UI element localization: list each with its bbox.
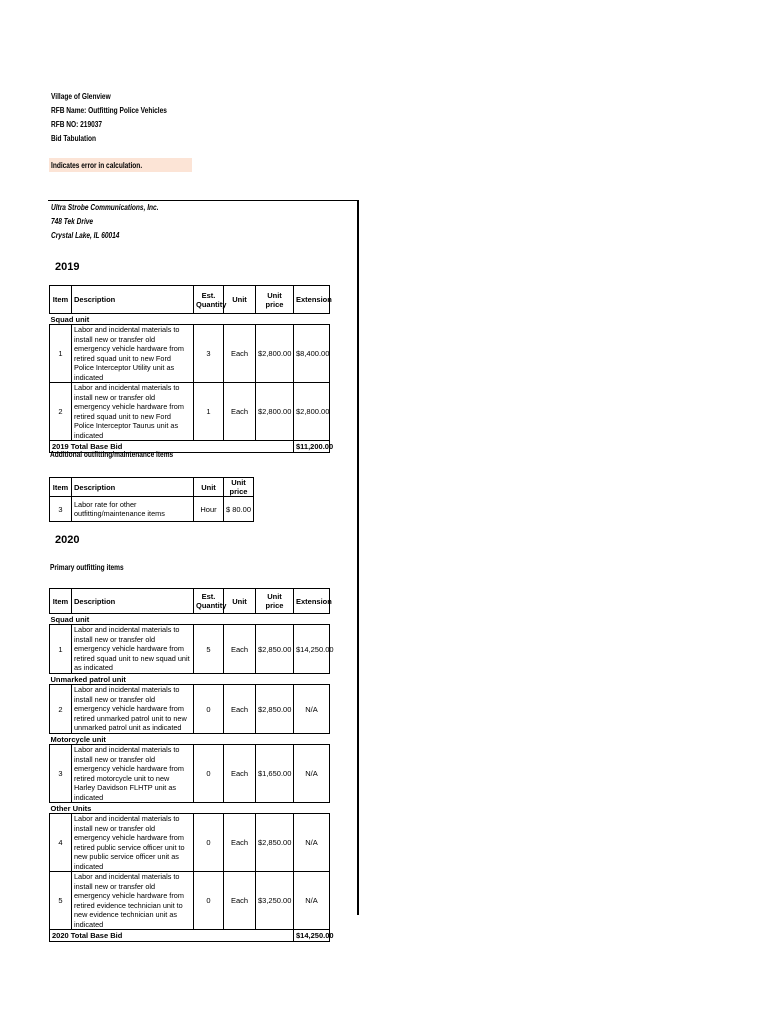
header-title: Bid Tabulation <box>51 134 97 143</box>
item-extension: N/A <box>294 745 330 803</box>
col-extension: Extension <box>294 589 330 614</box>
item-qty: 5 <box>194 625 224 674</box>
table-2019 <box>49 285 334 453</box>
total-label: 2019 Total Base Bid <box>50 441 294 453</box>
item-qty: 0 <box>194 814 224 872</box>
item-extension: $ 2,800.00 <box>294 383 330 441</box>
year-2020-heading: 2020 <box>55 534 80 546</box>
item-description: Labor and incidental materials to install new or transfer old emergency vehicle hardware from retired motorcycle unit to new Harley Davidson FLHTP unit as indicated <box>72 745 194 803</box>
total-value: $ 11,200.00 <box>294 441 330 453</box>
table-additional-header <box>50 478 254 497</box>
vendor-name: Ultra Strobe Communications, Inc. <box>51 203 159 212</box>
category-row <box>50 734 330 745</box>
item-description: Labor and incidental materials to install new or transfer old emergency vehicle hardware from retired squad unit to new Ford Police Interceptor Taurus unit as indicated <box>72 383 194 441</box>
vendor-address: 748 Tek Drive <box>51 217 94 226</box>
item-description: Labor and incidental materials to install new or transfer old emergency vehicle hardware from retired squad unit to new squad unit as indicated <box>72 625 194 674</box>
col-unit-price: Unit price <box>256 589 294 614</box>
item-unit: Hour <box>194 497 224 522</box>
col-unit: Unit <box>224 589 256 614</box>
primary-items-title: Primary outfitting items <box>50 563 124 572</box>
total-row <box>50 930 330 942</box>
item-number: 2 <box>50 383 72 441</box>
category-label: Squad unit <box>50 314 330 325</box>
item-unit-price: $ 2,850.00 <box>256 625 294 674</box>
category-label: Unmarked patrol unit <box>50 674 330 685</box>
col-item: Item <box>50 286 72 314</box>
item-unit: Each <box>224 685 256 734</box>
item-number: 2 <box>50 685 72 734</box>
col-unit: Unit <box>224 286 256 314</box>
table-row <box>50 625 330 674</box>
item-unit-price: $ 2,850.00 <box>256 814 294 872</box>
item-qty: 0 <box>194 685 224 734</box>
item-unit-price: $ 2,850.00 <box>256 685 294 734</box>
item-unit: Each <box>224 383 256 441</box>
item-unit: Each <box>224 814 256 872</box>
item-number: 1 <box>50 625 72 674</box>
table-2020 <box>49 588 334 942</box>
col-description: Description <box>72 478 194 497</box>
table-row <box>50 383 330 441</box>
category-label: Squad unit <box>50 614 330 625</box>
item-unit-price: $ 2,800.00 <box>256 383 294 441</box>
error-legend-text: Indicates error in calculation. <box>51 161 143 170</box>
item-extension: N/A <box>294 685 330 734</box>
table-row <box>50 497 254 522</box>
table-row <box>50 685 330 734</box>
col-extension: Extension <box>294 286 330 314</box>
item-description: Labor and incidental materials to install new or transfer old emergency vehicle hardware from retired squad unit to new Ford Police Interceptor Utility unit as indicated <box>72 325 194 383</box>
table-row <box>50 325 330 383</box>
total-label: 2020 Total Base Bid <box>50 930 294 942</box>
item-number: 3 <box>50 745 72 803</box>
item-unit: Each <box>224 325 256 383</box>
table-2019-header <box>50 286 330 314</box>
vendor-city: Crystal Lake, IL 60014 <box>51 231 120 240</box>
col-item: Item <box>50 589 72 614</box>
item-unit-price: $ 2,800.00 <box>256 325 294 383</box>
category-label: Other Units <box>50 803 330 814</box>
item-unit: Each <box>224 872 256 930</box>
additional-title: Additional outfitting/maintenance items <box>50 450 174 459</box>
item-description: Labor rate for other outfitting/maintenance items <box>72 497 194 522</box>
col-unit-price: Unit price <box>224 478 254 497</box>
item-qty: 1 <box>194 383 224 441</box>
col-description: Description <box>72 286 194 314</box>
table-row <box>50 745 330 803</box>
header-org: Village of Glenview <box>51 92 111 101</box>
header-rfb-number: RFB NO: 219037 <box>51 120 103 129</box>
item-number: 1 <box>50 325 72 383</box>
item-qty: 3 <box>194 325 224 383</box>
col-qty: Est. Quantity <box>194 589 224 614</box>
item-unit: Each <box>224 745 256 803</box>
item-description: Labor and incidental materials to install new or transfer old emergency vehicle hardware from retired unmarked patrol unit to new unmarked patrol unit as indicated <box>72 685 194 734</box>
item-qty: 0 <box>194 745 224 803</box>
category-row <box>50 803 330 814</box>
error-legend <box>49 158 192 172</box>
table-additional <box>49 477 254 522</box>
category-row <box>50 674 330 685</box>
header-rfb-name: RFB Name: Outfitting Police Vehicles <box>51 106 167 115</box>
item-number: 3 <box>50 497 72 522</box>
item-unit-price: $ 1,650.00 <box>256 745 294 803</box>
item-description: Labor and incidental materials to install new or transfer old emergency vehicle hardware from retired public service officer unit to new public service officer unit as indicated <box>72 814 194 872</box>
col-qty: Est. Quantity <box>194 286 224 314</box>
col-item: Item <box>50 478 72 497</box>
item-number: 5 <box>50 872 72 930</box>
item-extension: N/A <box>294 814 330 872</box>
table-row <box>50 872 330 930</box>
year-2019-heading: 2019 <box>55 261 80 273</box>
item-extension: N/A <box>294 872 330 930</box>
item-extension: $ 14,250.00 <box>294 625 330 674</box>
category-row <box>50 614 330 625</box>
total-value: $ 14,250.00 <box>294 930 330 942</box>
col-unit: Unit <box>194 478 224 497</box>
item-unit-price: $ 80.00 <box>224 497 254 522</box>
table-row <box>50 814 330 872</box>
category-label: Motorcycle unit <box>50 734 330 745</box>
item-unit: Each <box>224 625 256 674</box>
category-row <box>50 314 330 325</box>
item-unit-price: $ 3,250.00 <box>256 872 294 930</box>
item-description: Labor and incidental materials to install new or transfer old emergency vehicle hardware from retired evidence technician unit to new evidence technician unit as indicated <box>72 872 194 930</box>
item-extension: $ 8,400.00 <box>294 325 330 383</box>
table-2020-header <box>50 589 330 614</box>
item-qty: 0 <box>194 872 224 930</box>
item-number: 4 <box>50 814 72 872</box>
col-description: Description <box>72 589 194 614</box>
col-unit-price: Unit price <box>256 286 294 314</box>
